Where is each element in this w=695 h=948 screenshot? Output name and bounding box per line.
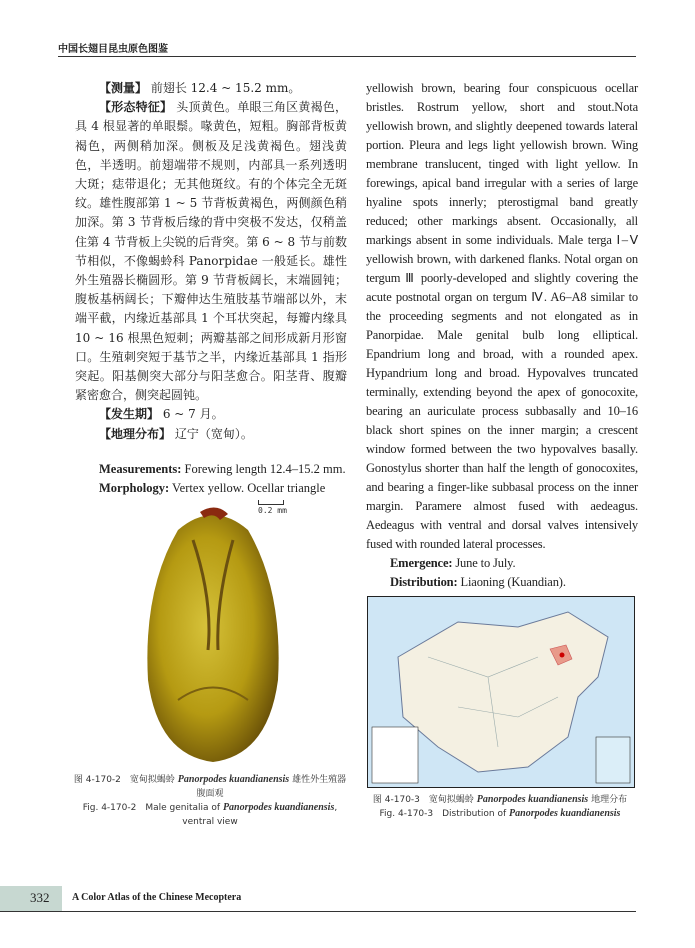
map-legend [372,727,418,783]
fig1-cap-en-pre: Fig. 4-170-2 Male genitalia of [82,803,223,813]
fig2-cap-cn-post: 地理分布 [588,795,628,805]
fig2-cap-en-pre: Fig. 4-170-3 Distribution of [379,809,510,819]
scale-label: 0.2 mm [258,506,287,515]
genitalia-photo [138,500,288,765]
scale-bar [258,500,287,515]
emergence-text: June to July. [452,556,516,570]
en-measure-text: Forewing length 12.4–15.2 mm. [181,461,346,476]
left-column [75,79,347,498]
fig2-species-en: Panorpodes kuandianensis [509,808,621,819]
period-label: 【发生期】 [99,407,160,422]
fig2-species-cn: Panorpodes kuandianensis [476,794,589,805]
fig1-cap-cn-pre: 图 4-170-2 宽甸拟蝎蛉 [73,775,178,785]
en-dist-text: Liaoning (Kuandian). [457,575,566,589]
en-measure-label: Measurements: [99,461,182,476]
measure-label: 【测量】 [99,81,148,95]
en-dist-label: Distribution: [390,575,458,589]
page-number: 332 [30,890,50,905]
footer-rule [0,911,636,912]
distribution-map [367,596,635,788]
fig1-species-cn: Panorpodes kuandianensis [177,774,290,785]
morph-label: 【形态特征】 [99,100,173,115]
fig1-cap-en-post: , ventral view [182,803,338,827]
header-rule [58,56,636,57]
dist-text: 辽宁（宽甸）。 [174,426,253,441]
map-inset [596,737,630,783]
emergence-label: Emergence: [390,556,453,570]
en-morph-text-left: Vertex yellow. Ocellar triangle [169,481,326,496]
dist-label: 【地理分布】 [99,426,172,441]
fig1-cap-cn-post: 雄性外生殖器腹面观 [196,775,347,799]
en-morph-label: Morphology: [99,481,170,496]
running-header: 中国长翅目昆虫原色图鉴 [58,44,168,55]
en-morph-text-right: yellowish brown, bearing four conspicuous ocellar bristles. Rostrum yellow, short and stout.Nota yellowish brown, and slightly deepened towards lateral portion. Pleura and legs light yellowish brown. Wing membrane translucent, tinged with light yellow. In forewings, apical band irregular with a series of large hyaline spots innerly; pterostigmal band greatly reduced; other markings absent. Occasionally, all markings absent in some individuals. Male terga Ⅰ–Ⅴ yellowish brown, with darkened flanks. Notal organ on tergum Ⅲ poorly-developed and slightly covering the acute postnotal organ on tergum Ⅳ. A6–A8 similar to the proceeding segments and not elongated as in Panorpidae. Male genital bulb long elliptical. Epandrium long and broad, with a rounded apex. Hypandrium long and broad. Hypovalves truncated terminally, extending beyond the apex of gonocoxite, bearing an auriculate process subbasally and 10–16 black short spines on the inner margin; a crescent window formed between the two hypovalves basally. Gonostylus shorter than half the length of gonocoxites, and bearing a finger-like subbasal process on the inner margin. Paramere almost fused with aedeagus. Aedeagus with ventral and dorsal valves intensively fused with rounded lateral processes. [366,81,638,551]
locality-marker [560,653,565,658]
footer-book-title: A Color Atlas of the Chinese Mecoptera [72,892,242,903]
morph-text: 头顶黄色。单眼三角区黄褐色，具 4 根显著的单眼鬃。喙黄色，短粗。胸部背板黄褐色，两侧稍加深。侧板及足浅黄褐色。翅浅黄色，半透明。前翅端带不规则，内部具一系列透明大斑；痣带退化；无其他斑纹。有的个体完全无斑纹。雄性腹部第 1 ~ 5 节背板黄褐色，两侧颜色稍加深。第 3 节背板后缘的背中突极不发达，仅稍盖住第 4 节背板上尖锐的后背突。第 6 ~ 8 节与前数节相似，不像蝎蛉科 Panorpidae 一般延长。雄性外生殖器长椭圆形。第 9 节背板阔长，末端圆钝；腹板基柄阔长；下瓣伸达生殖肢基节端部以外，末端平截，内缘近基部具 1 个耳状突起，每瓣内缘具 10 ~ 16 根黑色短刺；两瓣基部之间形成新月形窗口。生殖刺突短于基节之半，内缘近基部具 1 指形突起。阳基侧突大部分与阳茎愈合。阳茎背、腹瓣紧密愈合，侧突起圆钝。 [75,100,347,403]
measure-text: 前翅长 12.4 ~ 15.2 mm。 [150,81,301,95]
period-text: 6 ~ 7 月。 [162,407,224,422]
figure1-caption [70,773,350,829]
figure2-caption [360,793,640,821]
fig2-cap-cn-pre: 图 4-170-3 宽甸拟蝎蛉 [372,795,477,805]
fig1-species-en: Panorpodes kuandianensis [222,802,335,813]
right-column [366,79,638,592]
